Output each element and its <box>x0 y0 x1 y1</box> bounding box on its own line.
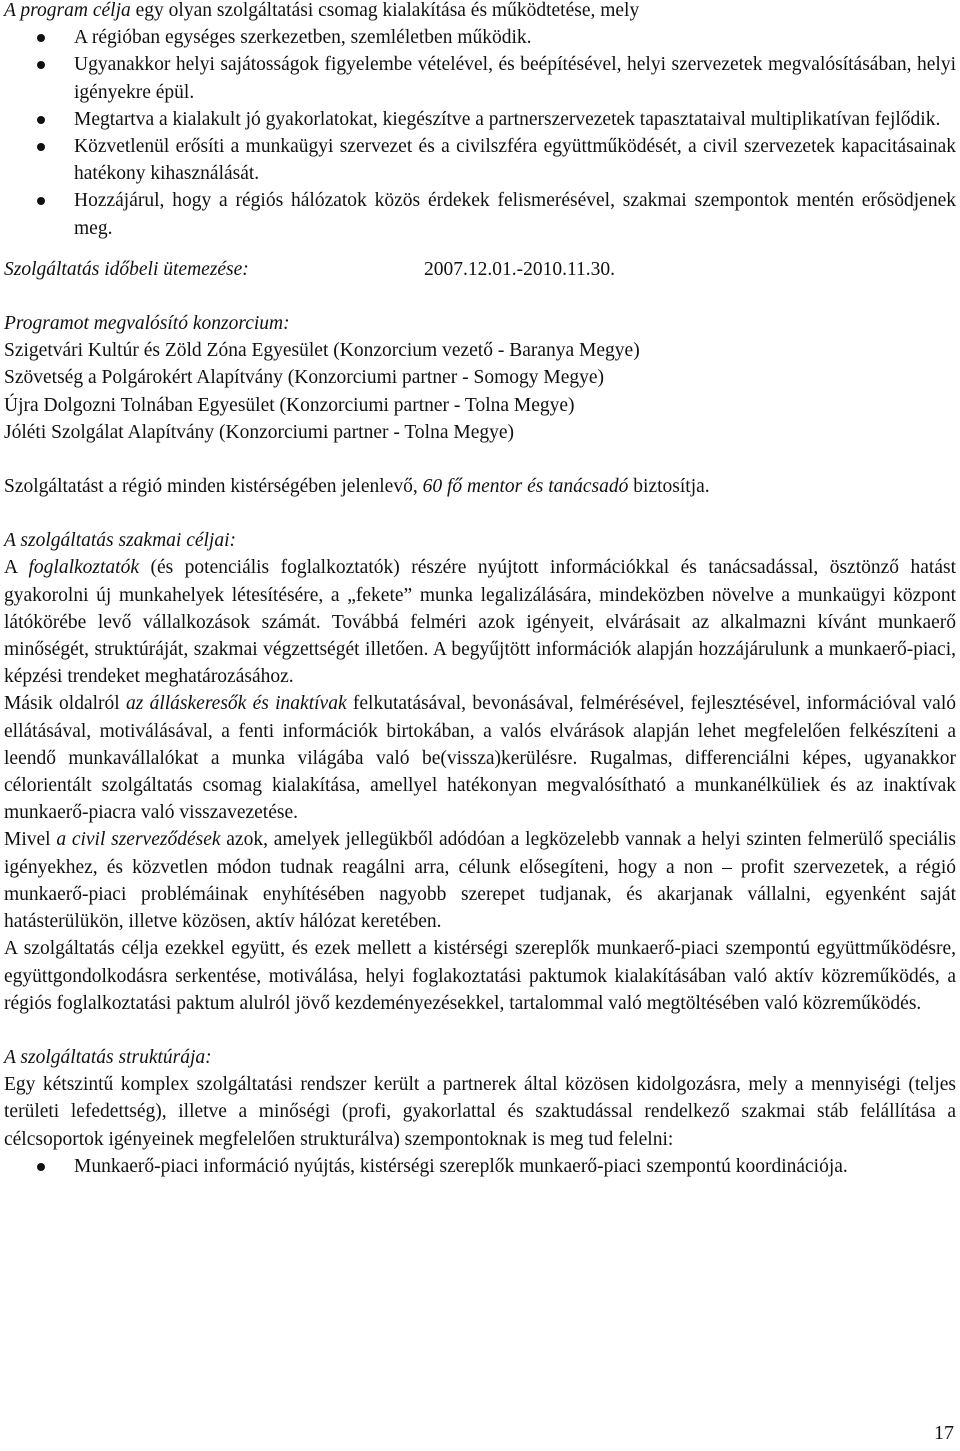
text-run: Mivel <box>4 829 57 851</box>
structure-bullet-list <box>4 1153 956 1180</box>
text-run: azok, amelyek jellegükből adódóan a legközelebb vannak a helyi szinten felmerülő speciális igényekhez, és közvetlen módon tudnak reagálni arra, célunk elősegíteni, hogy a non – profit szervezetek, a régió munkaerő-piaci problémáinak enyhítésében nagyobb szerepet tudjanak, és akarjanak vállalni, egyenként saját hatásterülükön, illetve közösen, aktív hálózat keretében. <box>4 829 956 933</box>
list-item: Ugyanakkor helyi sajátosságok figyelembe vételével, és beépítésével, helyi szervezetek megvalósításában, helyi igényekre épül. <box>4 51 956 105</box>
mentors-paragraph <box>4 473 956 500</box>
list-item: A régióban egységes szerkezetben, szemléletben működik. <box>4 24 956 51</box>
intro-paragraph <box>4 0 956 24</box>
list-item: Munkaerő-piaci információ nyújtás, kistérségi szereplők munkaerő-piaci szempontú koordinációja. <box>4 1153 956 1180</box>
document-page <box>4 0 956 1180</box>
page-number: 17 <box>934 1421 954 1444</box>
structure-heading: A szolgáltatás struktúrája: <box>4 1046 212 1068</box>
consortium-member: Jóléti Szolgálat Alapítvány (Konzorciumi partner - Tolna Megye) <box>4 421 515 443</box>
top-bullet-list <box>4 24 956 242</box>
goals-paragraph-1 <box>4 554 956 690</box>
schedule-value: 2007.12.01.-2010.11.30. <box>424 258 616 280</box>
goals-heading: A szolgáltatás szakmai céljai: <box>4 530 237 552</box>
intro-label: A program célja <box>4 0 131 21</box>
consortium-member: Szigetvári Kultúr és Zöld Zóna Egyesület (Konzorcium vezető - Baranya Megye) <box>4 340 640 362</box>
emphasis: a civil szerveződések <box>56 829 221 851</box>
text-run: (és potenciális foglalkoztatók) részére nyújtott információkkal és tanácsadással, ösztönző hatást gyakorolni új munkahelyek létesítésére, a „fekete” munka legalizálására, mindeközben növelve a munkaügyi központ látókörébe levő vállalkozások számát. Továbbá felméri azok igényeit, elvárásait az alkalmazni kívánt munkaerő minőségét, struktúráját, szakmai végzettségét illetően. A begyűjtött információk alapján hozzájárulunk a munkaerő-piaci, képzési trendeket meghatározásához. <box>4 557 956 688</box>
list-item: Hozzájárul, hogy a régiós hálózatok közös érdekek felismerésével, szakmai szempontok mentén erősödjenek meg. <box>4 187 956 241</box>
schedule-label: Szolgáltatás időbeli ütemezése: <box>4 258 249 280</box>
schedule-row <box>4 256 956 283</box>
text-run: felkutatásával, bevonásával, felmérésével, fejlesztésével, információval való ellátásával, motiválásával, a fenti információk birtokában, a valós elvárások alapján lehet megfelelően felkészíteni a leendő munkavállalókat a munka világába való be(vissza)kerülésre. Rugalmas, differenciálni képes, ugyanakkor célorientált szolgáltatás csomag kialakítása, amellyel hatékonyan megvalósítható a munkanélküliek és az inaktívak munkaerő-piacra való visszavezetése. <box>4 693 956 824</box>
goals-paragraph-3 <box>4 826 956 935</box>
text-run: Másik oldalról <box>4 693 126 715</box>
mentors-text: Szolgáltatást a régió minden kistérségében jelenlevő, <box>4 476 423 498</box>
list-item: Megtartva a kialakult jó gyakorlatokat, kiegészítve a partnerszervezetek tapasztataival multiplikatívan fejlődik. <box>4 106 956 133</box>
structure-paragraph: Egy kétszintű komplex szolgáltatási rendszer került a partnerek által közösen kidolgozásra, mely a mennyiségi (teljes területi lefedettség), illetve a minőségi (profi, gyakorlattal és szaktudással rendelkező szakmai stáb felállítása a célcsoportok igényeinek megfelelően strukturálva) szempontoknak is meg tud felelni: <box>4 1074 956 1150</box>
consortium-member: Szövetség a Polgárokért Alapítvány (Konzorciumi partner - Somogy Megye) <box>4 367 605 389</box>
text-run: A <box>4 557 29 579</box>
emphasis: foglalkoztatók <box>28 557 139 579</box>
list-item: Közvetlenül erősíti a munkaügyi szervezet és a civilszféra együttműködését, a civil szervezetek kapacitásainak hatékony kihasználását. <box>4 133 956 187</box>
goals-paragraph-4: A szolgáltatás célja ezekkel együtt, és ezek mellett a kistérségi szereplők munkaerő-piaci szempontú együttműködésre, együttgondolkodásra serkentése, motiválása, helyi foglakoztatási paktumok kialakításában való aktív közreműködés, a régiós foglalkoztatási paktum alulról jövő kezdeményezésekkel, tartalommal való megtöltésében való közreműködés. <box>4 938 956 1014</box>
mentors-emphasis: 60 fő mentor és tanácsadó <box>422 476 629 498</box>
intro-text: egy olyan szolgáltatási csomag kialakítása és működtetése, mely <box>130 0 640 21</box>
emphasis: az álláskeresők és inaktívak <box>125 693 347 715</box>
consortium-member: Újra Dolgozni Tolnában Egyesület (Konzorciumi partner - Tolna Megye) <box>4 394 575 416</box>
goals-paragraph-2 <box>4 690 956 826</box>
consortium-heading: Programot megvalósító konzorcium: <box>4 313 290 335</box>
mentors-text-end: biztosítja. <box>628 476 710 498</box>
